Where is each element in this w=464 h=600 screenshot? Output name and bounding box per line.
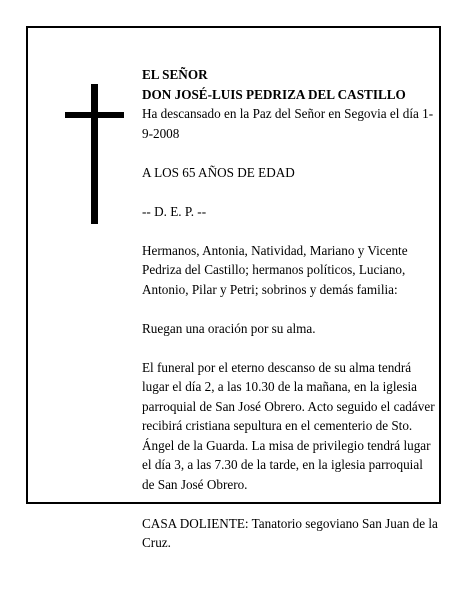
funeral-details: El funeral por el eterno descanso de su alma tendrá lugar el día 2, a las 10.30 de la mañana, en la iglesia parroquial de San José Obrero. Acto seguido el cadáver recibirá cristiana sepultura en el cementerio de Sto. Ángel de la Guarda. La misa de privilegio tendrá lugar el día 3, a las 7.30 de la tarde, en la iglesia parroquial de San José Obrero.: [142, 359, 435, 492]
mourning-house: CASA DOLIENTE: Tanatorio segoviano San Juan de la Cruz.: [142, 515, 438, 550]
family-paragraph: Hermanos, Antonia, Natividad, Mariano y Vicente Pedriza del Castillo; hermanos políticos, Luciano, Antonio, Pilar y Petri; sobrinos y demás familia:: [142, 242, 408, 297]
prayer-request: Ruegan una oración por su alma.: [142, 320, 316, 336]
obituary-card: [26, 26, 441, 550]
deceased-name: DON JOSÉ-LUIS PEDRIZA DEL CASTILLO: [142, 86, 406, 102]
cross-horizontal-bar: [65, 112, 124, 118]
age-line: A LOS 65 AÑOS DE EDAD: [142, 164, 295, 180]
cross-vertical-bar: [91, 84, 98, 224]
title-honorific: EL SEÑOR: [142, 67, 208, 82]
rip-line: -- D. E. P. --: [142, 203, 207, 219]
rest-statement: Ha descansado en la Paz del Señor en Segovia el día 1-9-2008: [142, 106, 434, 141]
obituary-text: [142, 65, 438, 553]
